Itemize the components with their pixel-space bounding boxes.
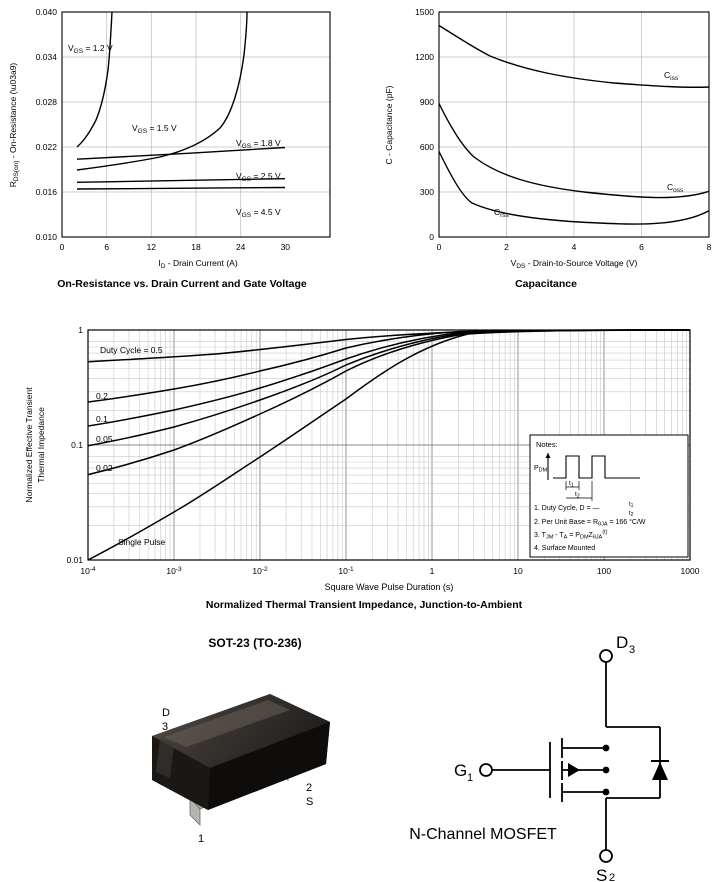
annotation-0p1: 0.1: [96, 414, 108, 424]
svg-text:8: 8: [706, 242, 712, 252]
annotation-0p2: 0.2: [96, 391, 108, 401]
note-2: 2. Per Unit Base = $R_{\theta JA} = 166$ °C/W: [534, 519, 646, 528]
svg-text:2: 2: [504, 242, 509, 252]
svg-text:0.1: 0.1: [71, 440, 83, 450]
svg-text:100: 100: [596, 566, 612, 576]
svg-text:1: 1: [429, 566, 435, 576]
annotation-single-pulse: Single Pulse: [118, 537, 166, 547]
device-type-label: N-Channel MOSFET: [409, 826, 557, 843]
svg-text:0: 0: [429, 232, 434, 242]
annotation-0p05: 0.05: [96, 434, 113, 444]
svg-text:24: 24: [235, 242, 246, 252]
schematic-panel: [409, 630, 728, 882]
svg-text:0.022: 0.022: [35, 142, 57, 152]
chart-capacitance: [364, 0, 728, 300]
x-axis-label: Square Wave Pulse Duration (s): [324, 582, 454, 592]
svg-text:Notes:: Notes:: [536, 440, 558, 449]
annotation-vgs-4p5: $V_{GS} = 4.5$ V: [236, 207, 281, 219]
svg-text:0.040: 0.040: [35, 7, 57, 17]
svg-text:1000: 1000: [680, 566, 700, 576]
svg-text:10: 10: [513, 566, 523, 576]
annotation-crss: $C_{rss}$: [494, 207, 509, 219]
annotation-vgs-1p2: $V_{GS} = 1.2$ V: [68, 43, 113, 55]
svg-text:18: 18: [191, 242, 201, 252]
svg-text:1500: 1500: [415, 7, 434, 17]
thermal-impedance-plot: [0, 310, 728, 595]
pin-d-label: D: [162, 707, 170, 719]
drain-label: D: [616, 633, 629, 652]
notes-box: [530, 435, 688, 557]
annotation-0p02: 0.02: [96, 463, 113, 473]
y-axis-label: C - Capacitance (pF): [384, 85, 394, 165]
svg-text:6: 6: [639, 242, 644, 252]
x-axis-label: $I_D$ - Drain Current (A): [158, 258, 238, 270]
x-axis-label: $V_{DS}$ - Drain-to-Source Voltage (V): [510, 258, 638, 270]
svg-text:4: 4: [571, 242, 577, 252]
package-label: SOT-23 (TO-236): [208, 636, 302, 650]
svg-text:12: 12: [146, 242, 157, 252]
svg-text:0.01: 0.01: [66, 555, 83, 565]
gate-subscript: 1: [467, 772, 474, 784]
pin-1-number: 1: [198, 833, 205, 845]
mosfet-schematic: [420, 630, 728, 882]
annotation-ciss: $C_{iss}$: [664, 70, 679, 82]
package-photo-panel: [130, 636, 380, 866]
annotation-vgs-2p5: $V_{GS} = 2.5$ V: [236, 171, 281, 183]
on-resistance-plot: [0, 0, 364, 272]
svg-text:10-2: $10^{-2}$: [252, 566, 268, 576]
drain-subscript: 3: [629, 644, 636, 656]
svg-text:10-3: $10^{-3}$: [166, 566, 182, 576]
y-axis-label: $R_{DS(on)}$ - On-Resistance (\u03a9): [8, 62, 20, 188]
svg-text:0.016: 0.016: [35, 187, 57, 197]
svg-text:0.034: 0.034: [35, 52, 57, 62]
sot23-package-drawing: [130, 658, 380, 858]
y-axis-label: Normalized Effective Transient: [24, 387, 34, 503]
caption-on-resistance: On-Resistance vs. Drain Current and Gate Voltage: [57, 278, 307, 290]
svg-text:0: 0: [436, 242, 442, 252]
annotation-vgs-1p5: $V_{GS} = 1.5$ V: [132, 123, 177, 135]
svg-text:t1: $t_1$: [569, 480, 574, 489]
note-4: 4. Surface Mounted: [534, 545, 596, 552]
svg-text:t2: $t_2$: [575, 491, 580, 500]
chart-thermal-impedance: [0, 310, 728, 610]
svg-text:10-1: $10^{-1}$: [338, 566, 354, 576]
caption-capacitance: Capacitance: [515, 278, 577, 290]
svg-text:PDM: $P_{DM}$: [534, 465, 548, 474]
svg-text:0.028: 0.028: [35, 97, 57, 107]
source-subscript: 2: [609, 872, 616, 882]
svg-text:300: 300: [419, 187, 434, 197]
svg-text:t2: t2: [629, 511, 634, 518]
annotation-duty-cycle: Duty Cycle = 0.5: [100, 345, 163, 355]
y-axis-label-2: Thermal Impedance: [36, 407, 46, 483]
note-1: 1. Duty Cycle, D = —: [534, 505, 600, 512]
svg-text:1: 1: [78, 325, 83, 335]
annotation-coss: $C_{oss}$: [667, 182, 684, 194]
svg-text:0.010: 0.010: [35, 232, 57, 242]
svg-text:t1: t1: [629, 502, 634, 509]
pin-s-label: S: [306, 796, 314, 808]
note-3: 3. $T_{JM} - T_A = P_{DM}Z_{\theta JA}^{(t)}$: [534, 529, 608, 541]
svg-text:10-4: $10^{-4}$: [80, 566, 96, 576]
svg-text:1200: 1200: [415, 52, 434, 62]
svg-text:600: 600: [419, 142, 434, 152]
capacitance-plot: [364, 0, 728, 272]
svg-text:6: 6: [104, 242, 110, 252]
pin-d-number: 3: [162, 721, 169, 733]
caption-thermal: Normalized Thermal Transient Impedance, Junction-to-Ambient: [205, 599, 523, 611]
gate-label: G: [454, 761, 468, 780]
svg-text:900: 900: [419, 97, 434, 107]
chart-on-resistance: [0, 0, 364, 300]
pin-2-number: 2: [306, 782, 313, 794]
annotation-vgs-1p8: $V_{GS} = 1.8$ V: [236, 138, 281, 150]
svg-text:0: 0: [59, 242, 65, 252]
source-label: S: [596, 866, 608, 882]
svg-text:30: 30: [280, 242, 291, 252]
